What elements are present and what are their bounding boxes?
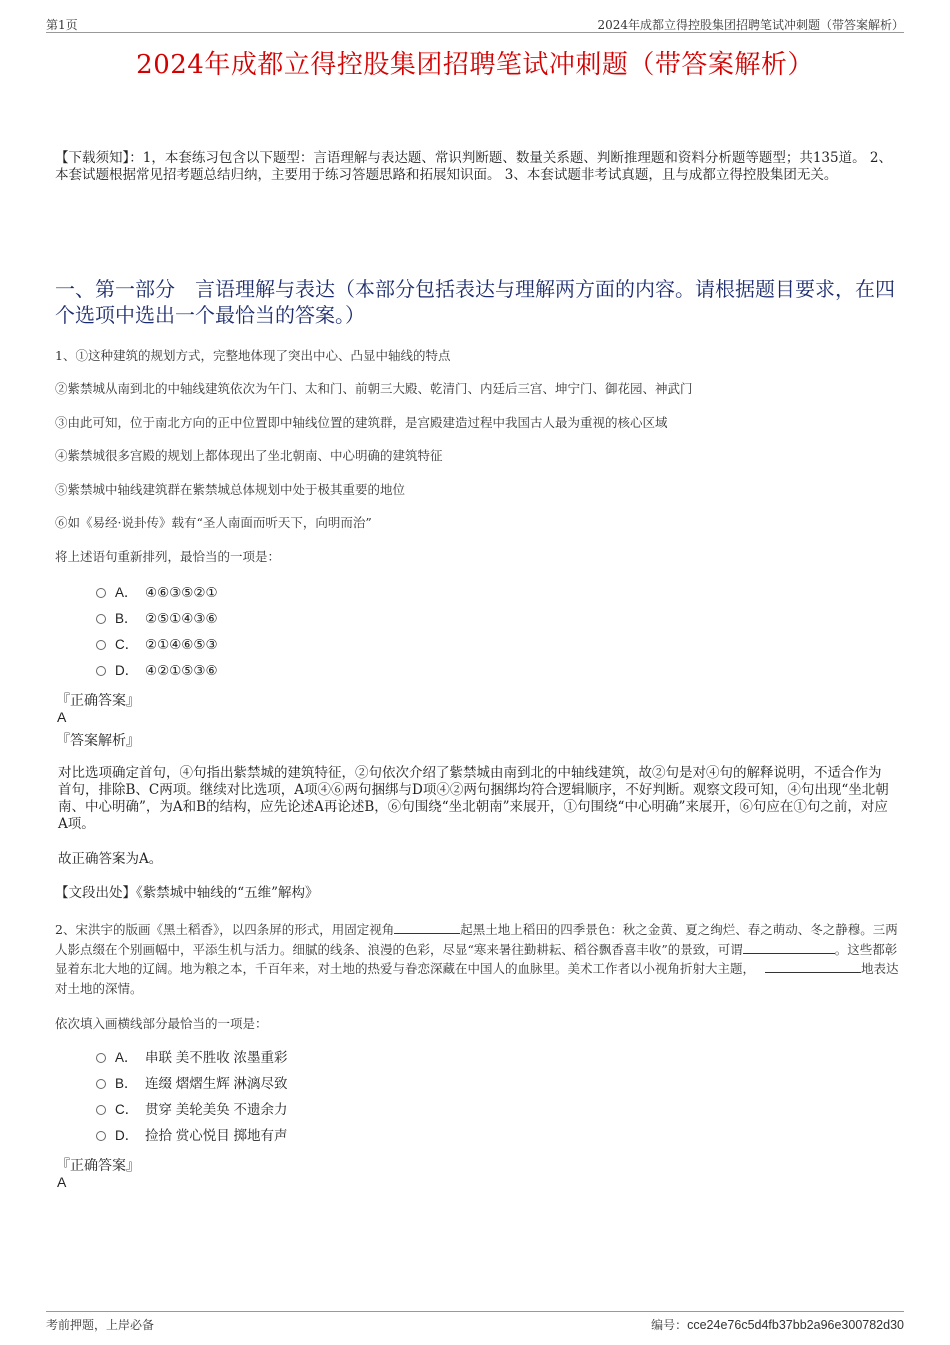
- q1-option-b[interactable]: B． ②⑤①④③⑥: [96, 609, 218, 629]
- q1-analysis-label: 『答案解析』: [56, 733, 140, 749]
- q1-line-1: 1、①这种建筑的规划方式，完整地体现了突出中心、凸显中轴线的特点: [55, 348, 451, 363]
- q1-line-3: ③由此可知，位于南北方向的正中位置即中轴线位置的建筑群，是宫殿建造过程中我国古人最为重视的核心区域: [55, 415, 668, 430]
- radio-icon[interactable]: [96, 1079, 106, 1089]
- radio-icon[interactable]: [96, 1053, 106, 1063]
- footer-slogan: 考前押题，上岸必备: [46, 1318, 155, 1332]
- q2-answer-label: 『正确答案』: [56, 1158, 140, 1174]
- radio-icon[interactable]: [96, 1131, 106, 1141]
- q1-option-c[interactable]: C． ②①④⑥⑤③: [96, 635, 218, 655]
- q1-line-6: ⑥如《易经·说卦传》载有“圣人南面而听天下，向明而治”: [55, 515, 372, 530]
- radio-icon[interactable]: [96, 588, 106, 598]
- fill-blank-3[interactable]: [765, 960, 861, 973]
- q1-line-4: ④紫禁城很多宫殿的规划上都体现出了坐北朝南、中心明确的建筑特征: [55, 448, 443, 463]
- q2-passage: 2、宋洪宇的版画《黑土稻香》，以四条屏的形式，用固定视角 起黑土地上稻田的四季景色：秋之金黄、夏之绚烂、春之萌动、冬之静穆。三两人影点缀在个别画幅中，平添生机与活力。细腻的线条、浪漫的色彩，尽显“寒来暑往勤耕耘、稻谷飘香喜丰收”的景致，可谓 。这些都彰显着东北大地的辽阔。地为粮之本，千百年来，对土地的热爱与眷恋深藏在中国人的血脉里。美术工作者以小视角折射大主题， 地表达对土地的深情。: [55, 922, 899, 996]
- q1-source: 【文段出处】《紫禁城中轴线的“五维”解构》: [55, 885, 319, 901]
- q1-option-a[interactable]: A． ④⑥③⑤②①: [96, 583, 218, 603]
- section-heading: 一、第一部分 言语理解与表达（本部分包括表达与理解两方面的内容。请根据题目要求，在四个选项中选出一个最恰当的答案。）: [55, 277, 895, 327]
- fill-blank-1[interactable]: [394, 921, 460, 934]
- page-footer: [46, 1311, 904, 1334]
- q2-option-c[interactable]: C． 贯穿 美轮美奂 不遗余力: [96, 1100, 288, 1120]
- fill-blank-2[interactable]: [743, 941, 835, 954]
- radio-icon[interactable]: [96, 640, 106, 650]
- q1-prompt: 将上述语句重新排列，最恰当的一项是：: [55, 549, 281, 564]
- q1-analysis: 对比选项确定首句，④句指出紫禁城的建筑特征，②句依次介绍了紫禁城由南到北的中轴线建筑，故②句是对④句的解释说明，不适合作为首句，排除B、C两项。继续对比选项，A项④⑥两句捆绑与D项④②两句捆绑均符合逻辑顺序，不好判断。观察文段可知，④句出现“坐北朝南、中心明确”，为A和B的结构，应先论述A再论述B，⑥句围绕“坐北朝南”来展开，①句围绕“中心明确”来展开，⑥句应在①句之前，对应A项。: [58, 765, 889, 832]
- q1-answer-label: 『正确答案』: [56, 693, 140, 709]
- q1-answer: A: [57, 709, 67, 725]
- q2-option-b[interactable]: B． 连缀 熠熠生辉 淋漓尽致: [96, 1074, 288, 1094]
- q2-option-a[interactable]: A． 串联 美不胜收 浓墨重彩: [96, 1048, 288, 1068]
- radio-icon[interactable]: [96, 1105, 106, 1115]
- q1-option-d[interactable]: D． ④②①⑤③⑥: [96, 661, 218, 681]
- footer-code: 编号：cce24e76c5d4fb37bb2a96e300782d30: [651, 1318, 904, 1332]
- download-notice: 【下载须知】：1，本套练习包含以下题型：言语理解与表达题、常识判断题、数量关系题、判断推理题和资料分析题等题型；共135道。 2、本套试题根据常见招考题总结归纳，主要用于练习答题思路和拓展知识面。 3、本套试题非考试真题，且与成都立得控股集团无关。: [55, 150, 892, 183]
- page-number: 第1页: [46, 18, 78, 32]
- q1-line-5: ⑤紫禁城中轴线建筑群在紫禁城总体规划中处于极其重要的地位: [55, 482, 406, 497]
- q2-answer: A: [57, 1174, 67, 1190]
- page-title: 2024年成都立得控股集团招聘笔试冲刺题（带答案解析）: [136, 50, 814, 80]
- q1-conclusion: 故正确答案为A。: [58, 851, 163, 867]
- radio-icon[interactable]: [96, 666, 106, 676]
- page-header: [46, 14, 904, 33]
- header-doc-title: 2024年成都立得控股集团招聘笔试冲刺题（带答案解析）: [597, 18, 904, 32]
- q2-option-d[interactable]: D． 捡拾 赏心悦目 掷地有声: [96, 1126, 288, 1146]
- radio-icon[interactable]: [96, 614, 106, 624]
- q2-prompt: 依次填入画横线部分最恰当的一项是：: [55, 1016, 268, 1031]
- q1-line-2: ②紫禁城从南到北的中轴线建筑依次为午门、太和门、前朝三大殿、乾清门、内廷后三宫、坤宁门、御花园、神武门: [55, 381, 693, 396]
